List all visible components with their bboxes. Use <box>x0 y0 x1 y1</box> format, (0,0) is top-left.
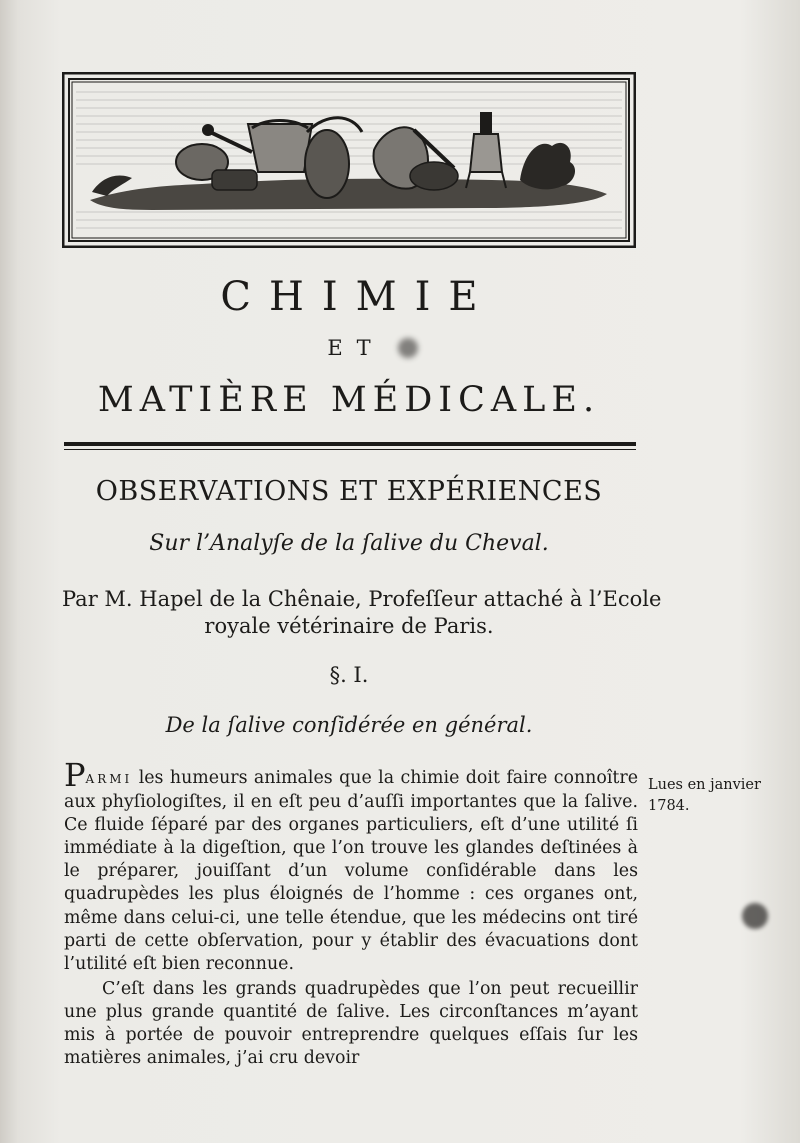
section-number: §. I. <box>329 663 369 687</box>
double-rule-thick <box>64 442 636 446</box>
section-heading-matiere-medicale: MATIÈRE MÉDICALE. <box>97 380 601 420</box>
article-subtitle: Sur l’Analyſe de la ſalive du Cheval. <box>149 531 549 556</box>
article-title: OBSERVATIONS ET EXPÉRIENCES <box>95 476 603 507</box>
paragraph-1-text: les humeurs animales que la chimie doit faire connoître aux phyſiologiſtes, il en eſt peu d’auſſi importantes que la ſalive. Ce fluide ſéparé par des organes particuliers, eſt d’une utilité ſi immédiate à la digeſtion, que l’on trouve les glandes deſtinées à le préparer, jouiſſant d’un volume conſidérable dans les quadrupèdes les plus éloignés de l’homme : ces organes ont, même dans celui-ci, une telle étendue, que les médecins ont tiré parti de cette obſervation, pour y établir des évacuations dont l’utilité eſt bien reconnue. <box>64 768 638 974</box>
article-author-line-2: royale vétérinaire de Paris. <box>204 614 494 638</box>
margin-note <box>648 775 778 817</box>
margin-note-line-2: 1784. <box>648 798 690 814</box>
body-text <box>64 756 638 1070</box>
opening-smallcaps: ARMI <box>85 772 133 786</box>
drop-cap: P <box>64 756 86 794</box>
section-heading-chimie: CHIMIE <box>220 274 496 320</box>
section-title: De la ſalive conſidérée en général. <box>165 713 533 737</box>
article-author-line-1: Par M. Hapel de la Chênaie, Profeſſeur attaché à l’Ecole <box>62 587 662 611</box>
margin-note-line-1: Lues en janvier <box>648 777 761 793</box>
chemistry-apparatus-engraving-icon <box>62 72 636 248</box>
section-heading-conjunction: ET <box>327 336 385 360</box>
double-rule-thin <box>64 449 636 450</box>
paragraph-2: C’eſt dans les grands quadrupèdes que l’on peut recueillir une plus grande quantité de ſalive. Les circonſtances m’ayant mis à portée de pouvoir entreprendre quelques eſſais ſur les matières animales, j’ai cru devoir <box>64 978 638 1069</box>
paragraph-1 <box>64 756 638 976</box>
ink-stain <box>742 903 768 929</box>
